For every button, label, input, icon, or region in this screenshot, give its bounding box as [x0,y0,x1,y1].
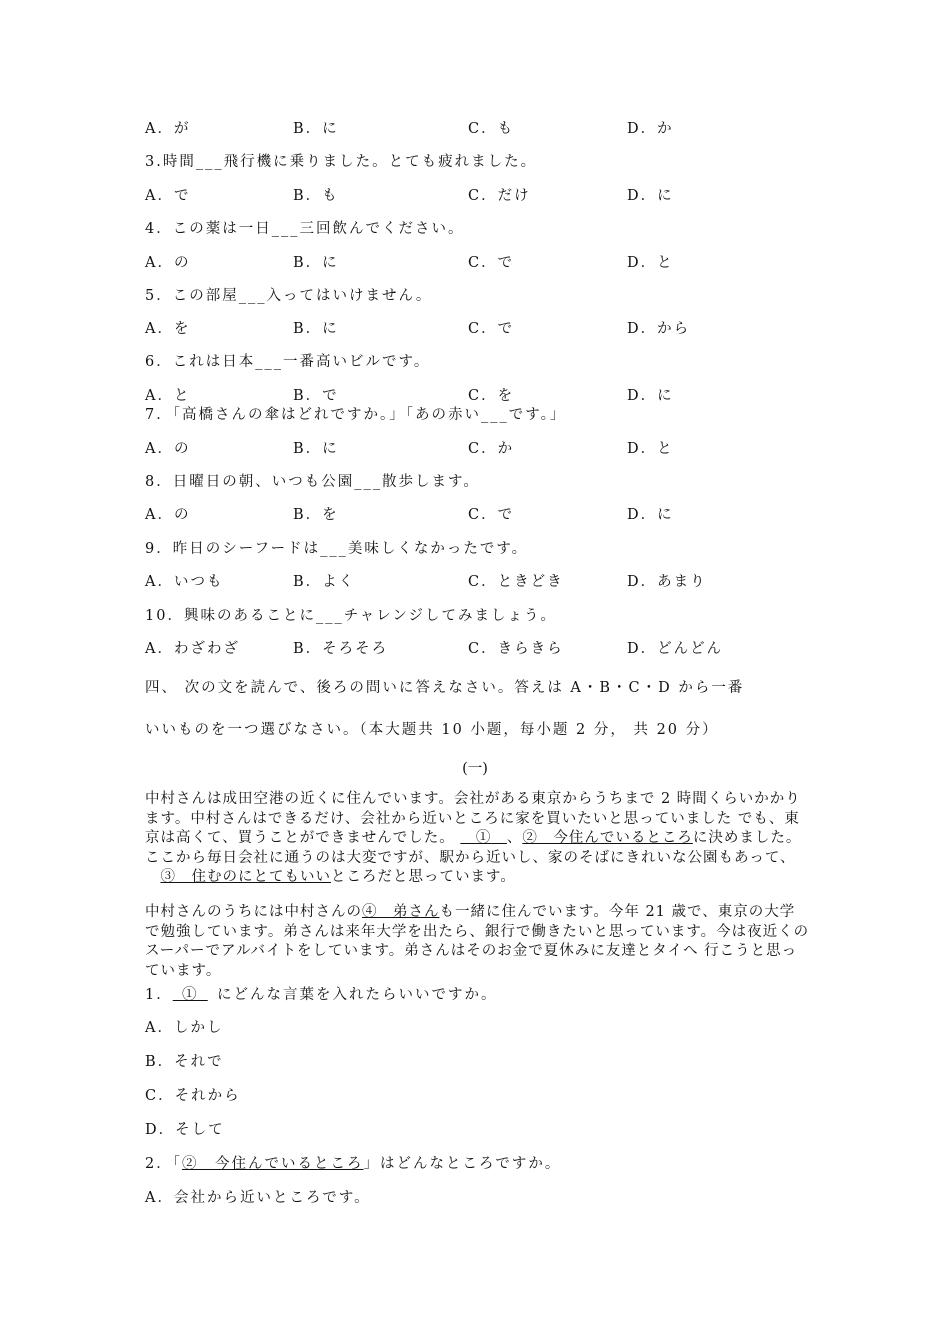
q8-option-a[interactable]: A．の [145,507,191,523]
reading-passage-paragraph-1 [145,790,810,888]
q2-option-c[interactable]: C．も [468,121,515,137]
passage-text-1b: に決めました。ここから毎日会社に通うのは大変ですが、駅から近いし、家のそばにきれいな公園もあって、 [145,830,802,866]
q7-option-b[interactable]: B．に [293,441,339,457]
question-5-text: 5．この部屋___入ってはいけません。 [145,288,433,304]
question-6-text: 6．これは日本___一番高いビルです。 [145,354,431,370]
q5-option-a[interactable]: A．を [145,321,191,337]
rq2-text: 」はどんなところですか。 [363,1156,562,1172]
rq1-option-c[interactable]: C．それから [145,1088,241,1104]
q6-option-c[interactable]: C．を [468,388,515,404]
passage-blank-3: ③ 住むのにとてもいい [160,869,331,885]
question-10-text: 10．興味のあることに___チャレンジしてみましょう。 [145,608,558,624]
passage-blank-1 [460,830,507,846]
q9-option-c[interactable]: C．ときどき [468,574,564,590]
q2-option-d[interactable]: D．か [627,121,674,137]
q6-option-a[interactable]: A．と [145,388,191,404]
q9-option-a[interactable]: A．いつも [145,574,224,590]
q10-option-d[interactable]: D．どんどん [627,641,724,657]
q3-option-d[interactable]: D．に [627,188,674,204]
question-9-text: 9．昨日のシーフードは___美味しくなかったです。 [145,541,529,557]
q9-option-d[interactable]: D．あまり [627,574,707,590]
q2-option-a[interactable]: A．が [145,121,191,137]
q4-option-d[interactable]: D．と [627,255,674,271]
q8-option-b[interactable]: B．を [293,507,339,523]
passage-text-2b: も一緒に住んでいます。今年 21 歳で、東京の大学で勉強しています。弟さんは来年大学を出たら、銀行で働きたいと思っています。今は夜近くのスーパーでアルバイトをしています。弟さんはそのお金で夏休みに友達とタイへ 行こうと思っています。 [145,904,810,979]
rq1-option-d[interactable]: D．そして [145,1122,225,1138]
q3-option-a[interactable]: A．で [145,188,191,204]
q10-option-a[interactable]: A．わざわざ [145,641,240,657]
q4-option-b[interactable]: B．に [293,255,339,271]
passage-text-1c: ところだと思っています。 [331,869,516,885]
rq1-number: 1． [145,987,173,1003]
rq1-option-b[interactable]: B．それで [145,1054,224,1070]
passage-blank-1-label: ① [475,830,492,846]
q9-option-b[interactable]: B．よく [293,574,356,590]
question-7-text: 7．「高橋さんの傘はどれですか。」「あの赤い___です。」 [145,407,567,423]
q8-option-c[interactable]: C．で [468,507,515,523]
passage-separator: 、 [506,830,523,846]
q5-option-b[interactable]: B．に [293,321,339,337]
section-4-instructions-line-1: 四、 次の文を読んで、後ろの問いに答えなさい。答えは A・B・C・D から一番 [145,680,745,696]
question-8-text: 8．日曜日の朝、いつも公園___散歩します。 [145,474,480,490]
q4-option-a[interactable]: A．の [145,255,191,271]
q5-option-d[interactable]: D．から [627,321,691,337]
question-4-text: 4．この薬は一日___三回飲んでください。 [145,221,465,237]
question-3-text: 3.時間___飛行機に乗りました。とても疲れました。 [145,154,538,170]
passage-blank-2: ② 今住んでいるところ [522,830,693,846]
q3-option-c[interactable]: C．だけ [468,188,531,204]
q3-option-b[interactable]: B．も [293,188,339,204]
q5-option-c[interactable]: C．で [468,321,515,337]
q7-option-d[interactable]: D．と [627,441,674,457]
q2-option-b[interactable]: B．に [293,121,339,137]
reading-part-label: (一) [462,761,488,777]
passage-text-2a: 中村さんのうちには中村さんの [145,904,362,920]
q10-option-b[interactable]: B．そろそろ [293,641,389,657]
rq1-text: にどんな言葉を入れたらいいですか。 [216,987,498,1003]
reading-question-1 [145,983,497,1004]
section-4-instructions-line-2: いいものを一つ選びなさい。（本大题共 10 小题，每小题 2 分， 共 20 分） [145,722,719,738]
rq1-option-a[interactable]: A．しかし [145,1020,224,1036]
rq2-blank: ② 今住んでいるところ [181,1156,364,1172]
reading-question-2 [145,1152,561,1173]
q4-option-c[interactable]: C．で [468,255,515,271]
rq1-blank-label: ① [181,987,199,1003]
rq1-blank [173,987,208,1003]
q7-option-a[interactable]: A．の [145,441,191,457]
q6-option-b[interactable]: B．で [293,388,339,404]
q6-option-d[interactable]: D．に [627,388,674,404]
rq2-number: 2．「 [145,1156,182,1172]
q8-option-d[interactable]: D．に [627,507,674,523]
rq2-option-a[interactable]: A．会社から近いところです。 [145,1190,371,1206]
q10-option-c[interactable]: C．きらきら [468,641,564,657]
passage-text-1a: 中村さんは成田空港の近くに住んでいます。会社がある東京からうちまで 2 時間くらいかかります。中村さんはできるだけ、会社から近いところに家を買いたいと思っていました でも、東京は高くて、買うことができませんでした。 [145,791,801,846]
reading-passage-paragraph-2 [145,903,810,981]
q7-option-c[interactable]: C．か [468,441,515,457]
passage-blank-4: ④ 弟さん [362,904,440,920]
